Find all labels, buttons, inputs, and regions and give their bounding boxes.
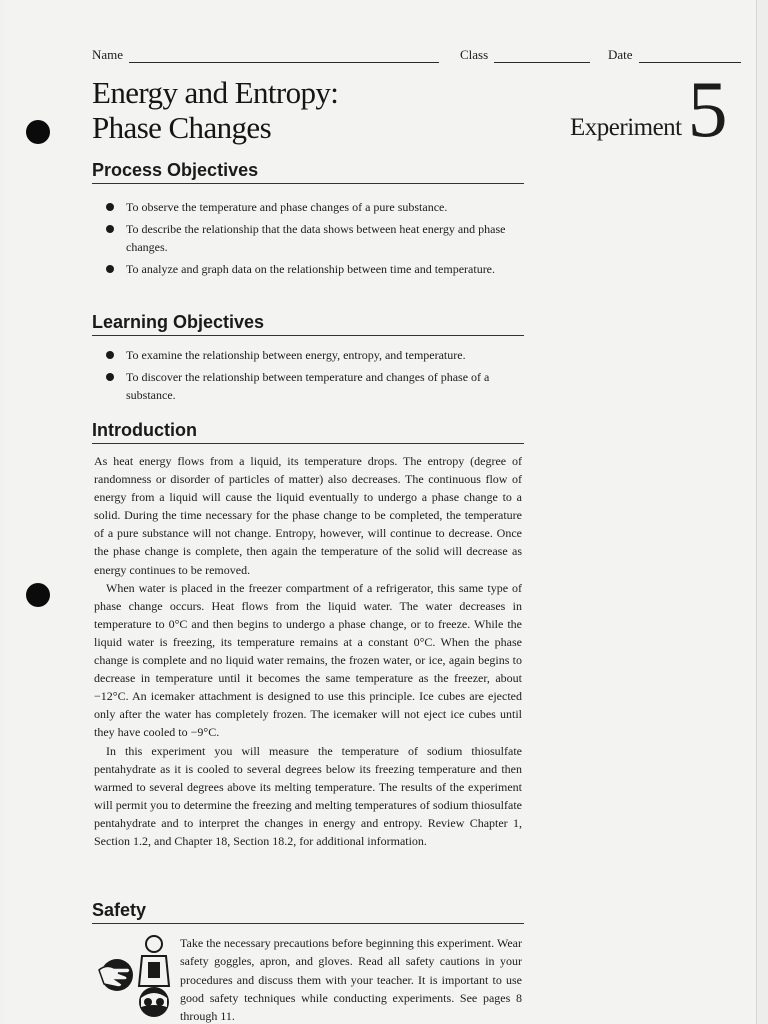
list-item: To observe the temperature and phase changes of a pure substance. <box>106 198 526 216</box>
introduction-heading: Introduction <box>92 420 524 444</box>
apron-icon <box>139 936 169 986</box>
intro-paragraph: In this experiment you will measure the temperature of sodium thiosulfate pentahydrate as it is cooled to several degrees below its freezing temperature and then warmed to several degrees above its melting temperature. The results of the experiment will permit you to determine the freezing and melting temperatures of sodium thiosulfate pentahydrate and to interpret the changes in energy and entropy. Review Chapter 1, Section 1.2, and Chapter 18, Section 18.2, for additional information. <box>94 743 522 848</box>
safety-text: Take the necessary precautions before beginning this experiment. Wear safety goggles, apron, and gloves. Read all safety cautions in your procedures and discuss them with your teacher. It is important to use good safety techniques while conducting experiments. See pages 8 through 11. <box>180 936 522 1024</box>
date-blank[interactable] <box>639 51 741 63</box>
experiment-badge <box>570 66 728 154</box>
experiment-label: Experiment <box>570 114 682 141</box>
list-item: To analyze and graph data on the relationship between time and temperature. <box>106 260 526 278</box>
title-line-1: Energy and Entropy: <box>92 75 339 110</box>
intro-paragraph: As heat energy flows from a liquid, its temperature drops. The entropy (degree of randomness or disorder of particles of matter) also decreases. The continuous flow of energy from a liquid will cause the liquid eventually to undergo a phase change to a solid. During the time necessary for the phase change to be completed, the temperature of a pure substance will not change. Entropy, however, will continue to decrease. Once the phase change is complete, then again the temperature of the solid will decrease as energy continues to be removed. <box>94 454 522 577</box>
name-field[interactable] <box>92 47 439 63</box>
title-line-2: Phase Changes <box>92 110 272 145</box>
process-objectives-list <box>106 198 526 282</box>
safety-heading: Safety <box>92 900 524 924</box>
list-item: To discover the relationship between temperature and changes of phase of a substance. <box>106 368 526 404</box>
safety-icons <box>92 930 176 1024</box>
list-item: To examine the relationship between energy, entropy, and temperature. <box>106 346 526 364</box>
name-label: Name <box>92 47 124 62</box>
name-blank[interactable] <box>129 51 439 63</box>
class-field[interactable] <box>460 47 590 63</box>
introduction-body <box>94 452 522 850</box>
process-objectives-heading: Process Objectives <box>92 160 524 184</box>
experiment-number: 5 <box>687 66 728 154</box>
adjacent-page-edge <box>756 0 768 1024</box>
goggles-icon <box>139 987 169 1017</box>
learning-objectives-heading: Learning Objectives <box>92 312 524 336</box>
gloves-icon <box>99 959 133 991</box>
class-blank[interactable] <box>494 51 590 63</box>
binder-hole-top <box>26 120 50 144</box>
intro-paragraph: When water is placed in the freezer compartment of a refrigerator, this same type of phase change occurs. Heat flows from the liquid water. The water decreases in temperature to 0°C and then begins to undergo a phase change, or to freeze. While the liquid water is freezing, its temperature remains at a constant 0°C. When the phase change is complete and no liquid water remains, the frozen water, or ice, again begins to decrease in temperature until it becomes the same temperature as the freezer, about −12°C. An icemaker attachment is designed to use this principle. Ice cubes are ejected only after the water has completely frozen. The icemaker will not eject ice cubes until they have cooled to −9°C. <box>94 580 522 740</box>
page-title <box>92 75 512 145</box>
list-item: To describe the relationship that the data shows between heat energy and phase changes. <box>106 220 526 256</box>
date-field[interactable] <box>608 47 741 63</box>
class-label: Class <box>460 47 489 62</box>
binder-hole-middle <box>26 583 50 607</box>
worksheet-page <box>4 0 756 1024</box>
learning-objectives-list <box>106 346 526 408</box>
date-label: Date <box>608 47 633 62</box>
